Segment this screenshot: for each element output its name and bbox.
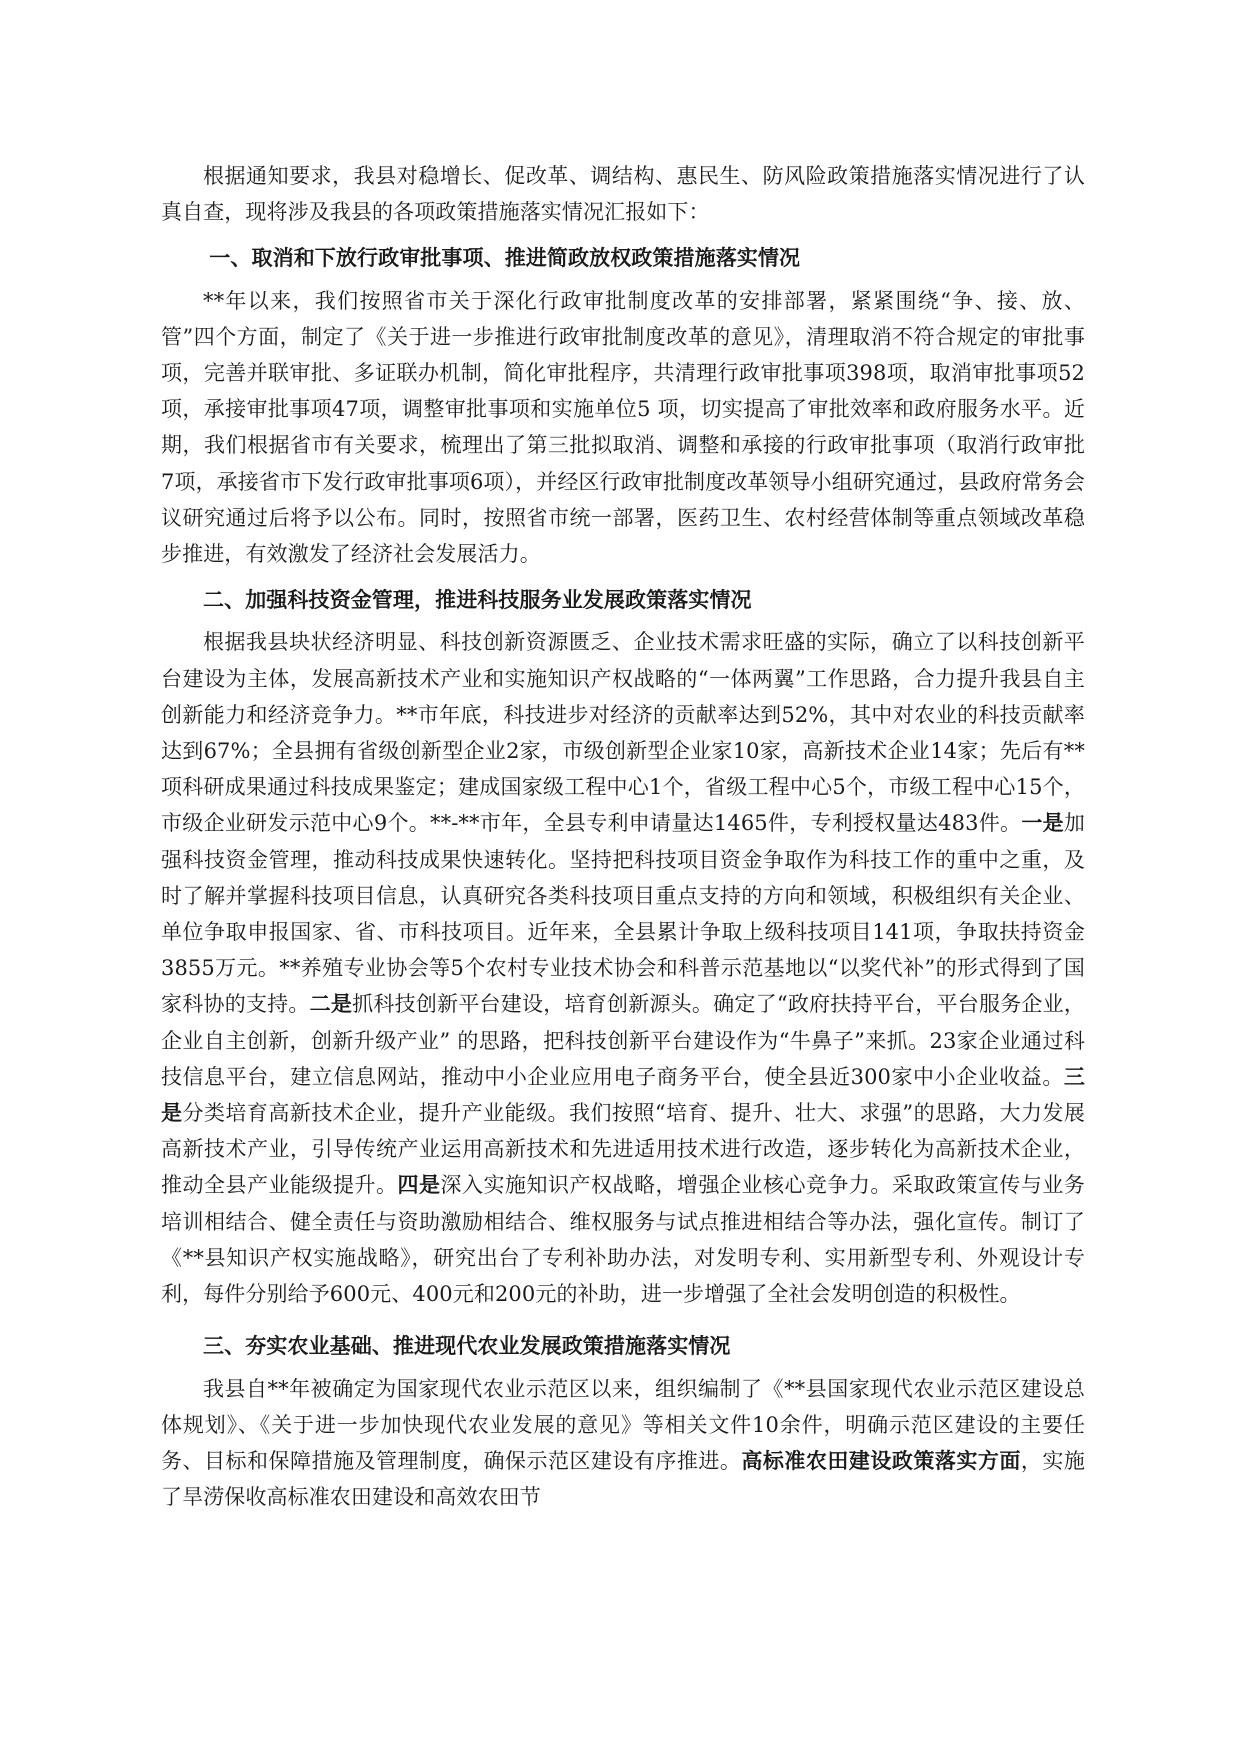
section-2-heading: 二、加强科技资金管理，推进科技服务业发展政策落实情况 — [203, 587, 752, 613]
intro-paragraph: 根据通知要求，我县对稳增长、促改革、调结构、惠民生、防风险政策措施落实情况进行了认真自查，现将涉及我县的各项政策措施落实情况汇报如下： — [161, 164, 1085, 225]
section-2-bold-2: 二是 — [309, 991, 353, 1017]
section-2-bold-4: 四是 — [397, 1172, 441, 1198]
section-3-bold-1: 高标准农田建设政策落实方面 — [741, 1447, 1021, 1473]
section-2-text-b: 加强科技资金管理，推动科技成果快速转化。坚持把科技项目资金争取作为科技工作的重中之重，及时了解并掌握科技项目信息，认真研究各类科技项目重点支持的方向和领域，积极组织有关企业、单位争取申报国家、省、市科技项目。近年来，全县累计争取上级科技项目141项，争取扶持资金3855万元。**养殖专业协会等5个农村专业技术协会和科普示范基地以“以奖代补”的形式得到了国家科协的支持。 — [161, 811, 1085, 1017]
section-3-heading: 三、夯实农业基础、推进现代农业发展政策措施落实情况 — [203, 1333, 731, 1359]
document-page — [161, 158, 1085, 1515]
section-2-text-a: 根据我县块状经济明显、科技创新资源匮乏、企业技术需求旺盛的实际，确立了以科技创新平台建设为主体，发展高新技术产业和实施知识产权战略的“一体两翼”工作思路，合力提升我县自主创新能力和经济竞争力。**市年底，科技进步对经济的贡献率达到52%，其中对农业的科技贡献率达到67%；全县拥有省级创新型企业2家，市级创新型企业家10家，高新技术企业14家；先后有**项科研成果通过科技成果鉴定；建成国家级工程中心1个，省级工程中心5个，市级工程中心15个，市级企业研发示范中心9个。**-**市年，全县专利申请量达1465件，专利授权量达483件。 — [161, 630, 1085, 836]
section-2-text-c: 抓科技创新平台建设，培育创新源头。确定了“政府扶持平台，平台服务企业，企业自主创新，创新升级产业” 的思路，把科技创新平台建设作为“牛鼻子”来抓。23家企业通过科技信息平台，建立信息网站，推动中小企业应用电子商务平台，使全县近300家中小企业收益。 — [161, 992, 1086, 1089]
section-2-text-d: 分类培育高新技术企业，提升产业能级。我们按照“培育、提升、壮大、求强”的思路，大力发展高新技术产业，引导传统产业运用高新技术和先进适用技术进行改造，逐步转化为高新技术企业，推动全县产业能级提升。 — [161, 1101, 1085, 1198]
section-2-bold-1: 一是 — [1021, 810, 1064, 836]
section-3-text-b: ，实施了旱涝保收高标准农田建设和高效农田节 — [161, 1448, 1085, 1510]
section-3-paragraph — [161, 1371, 1085, 1516]
section-2-text-e: 深入实施知识产权战略，增强企业核心竞争力。采取政策宣传与业务培训相结合、健全责任与资助激励相结合、维权服务与试点推进相结合等办法，强化宣传。制订了《**县知识产权实施战略》，研究出台了专利补助办法，对发明专利、实用新型专利、外观设计专利，每件分别给予600元、400元和200元的补助，进一步增强了全社会发明创造的积极性。 — [161, 1173, 1086, 1307]
section-3-text-a: 我县自**年被确定为国家现代农业示范区以来，组织编制了《**县国家现代农业示范区建设总体规划》、《关于进一步加快现代农业发展的意见》等相关文件10余件，明确示范区建设的主要任务、目标和保障措施及管理制度，确保示范区建设有序推进。 — [161, 1376, 1085, 1473]
section-2-bold-3: 三是 — [161, 1063, 1085, 1126]
section-1-heading: 一、取消和下放行政审批事项、推进简政放权政策措施落实情况 — [209, 245, 801, 271]
section-2-paragraph — [161, 624, 1085, 1312]
section-1-paragraph: **年以来，我们按照省市关于深化行政审批制度改革的安排部署，紧紧围绕“争、接、放、管”四个方面，制定了《关于进一步推进行政审批制度改革的意见》，清理取消不符合规定的审批事项，完善并联审批、多证联办机制，简化审批程序，共清理行政审批事项398项，取消审批事项52项，承接审批事项47项，调整审批事项和实施单位5 项，切实提高了审批效率和政府服务水平。近期，我们根据省市有关要求，梳理出了第三批拟取消、调整和承接的行政审批事项（取消行政审批 7项，承接省市下发行政审批事项6项），并经区行政审批制度改革领导小组研究通过，县政府常务会议研究通过后将予以公布。同时，按照省市统一部署，医药卫生、农村经营体制等重点领域改革稳步推进，有效激发了经济社会发展活力。 — [161, 288, 1085, 567]
